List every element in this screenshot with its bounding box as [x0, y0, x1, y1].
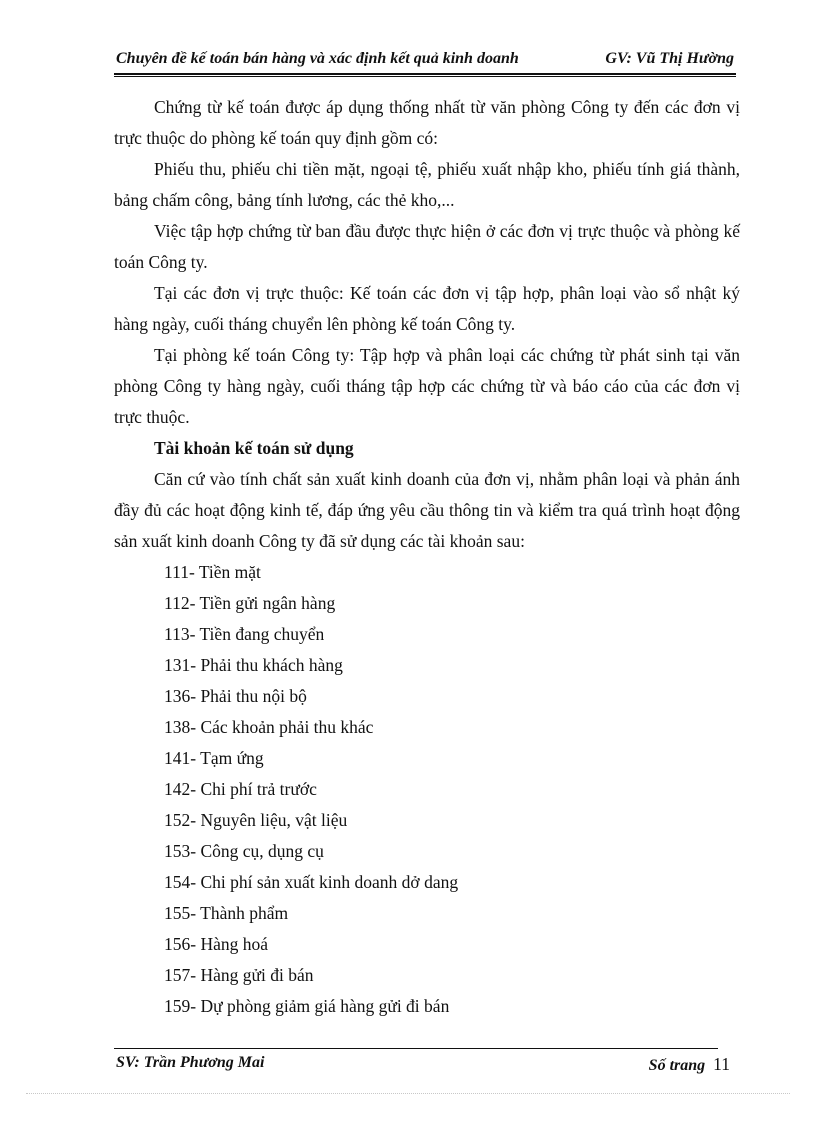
- account-item: 156- Hàng hoá: [164, 934, 269, 954]
- page-label: Số trang: [648, 1057, 706, 1074]
- account-item: 141- Tạm ứng: [164, 748, 264, 768]
- account-item: 155- Thành phẩm: [164, 903, 289, 923]
- paragraph: Tại phòng kế toán Công ty: Tập hợp và phân loại các chứng từ phát sinh tại văn phòng Công ty hàng ngày, cuối tháng tập hợp các chứng từ và báo cáo của các đơn vị trực thuộc.: [114, 345, 740, 427]
- header-rule-thin: [114, 76, 736, 77]
- header-title: Chuyên đề kế toán bán hàng và xác định kết quả kinh doanh: [116, 50, 519, 67]
- paragraph: Việc tập hợp chứng từ ban đầu được thực hiện ở các đơn vị trực thuộc và phòng kế toán Công ty.: [114, 221, 740, 272]
- page-header: [114, 48, 736, 72]
- paragraph: Tại các đơn vị trực thuộc: Kế toán các đơn vị tập hợp, phân loại vào sổ nhật ký hàng ngày, cuối tháng chuyển lên phòng kế toán Công ty.: [114, 283, 740, 334]
- document-body: [114, 92, 740, 1022]
- page-number: 11: [713, 1054, 730, 1074]
- account-list: [114, 557, 740, 1022]
- intro-paragraph: Căn cứ vào tính chất sản xuất kinh doanh của đơn vị, nhằm phân loại và phản ánh đầy đủ các hoạt động kinh tế, đáp ứng yêu cầu thông tin và kiểm tra quá trình hoạt động sản xuất kinh doanh Công ty đã sử dụng các tài khoản sau:: [114, 469, 740, 551]
- account-item: 157- Hàng gửi đi bán: [164, 965, 314, 985]
- account-item: 142- Chi phí trả trước: [164, 779, 317, 799]
- footer-student: SV: Trần Phương Mai: [116, 1054, 265, 1071]
- header-teacher: GV: Vũ Thị Hường: [605, 50, 734, 67]
- account-item: 113- Tiền đang chuyển: [164, 624, 325, 644]
- account-item: 136- Phải thu nội bộ: [164, 686, 307, 706]
- header-rule: [114, 73, 736, 75]
- account-item: 138- Các khoản phải thu khác: [164, 717, 374, 737]
- section-heading: Tài khoản kế toán sử dụng: [154, 438, 354, 458]
- account-item: 111- Tiền mặt: [164, 562, 261, 582]
- paragraph: Phiếu thu, phiếu chi tiền mặt, ngoại tệ, phiếu xuất nhập kho, phiếu tính giá thành, bảng chấm công, bảng tính lương, các thẻ kho,...: [114, 159, 740, 210]
- paragraph: Chứng từ kế toán được áp dụng thống nhất từ văn phòng Công ty đến các đơn vị trực thuộc do phòng kế toán quy định gồm có:: [114, 97, 740, 148]
- account-item: 159- Dự phòng giảm giá hàng gửi đi bán: [164, 996, 450, 1016]
- footer-page: [649, 1054, 730, 1075]
- footer-rule: [114, 1048, 718, 1049]
- account-item: 154- Chi phí sản xuất kinh doanh dở dang: [164, 872, 459, 892]
- account-item: 131- Phải thu khách hàng: [164, 655, 343, 675]
- page-edge-dotted-line: [26, 1093, 790, 1094]
- account-item: 153- Công cụ, dụng cụ: [164, 841, 324, 861]
- account-item: 152- Nguyên liệu, vật liệu: [164, 810, 348, 830]
- account-item: 112- Tiền gửi ngân hàng: [164, 593, 336, 613]
